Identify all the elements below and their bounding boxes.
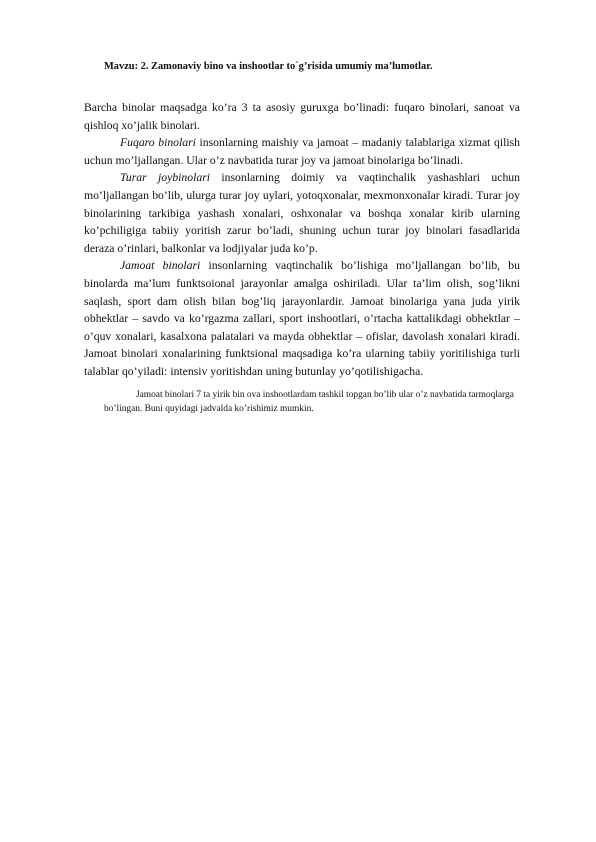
term-jamoat-binolari: Jamoat binolari	[120, 259, 201, 273]
paragraph-turar-joy-binolari	[84, 169, 520, 257]
paragraph-jamoat-text: insonlarning vaqtinchalik bo’lishiga mo’ljallangan bo’lib, bu binolarda ma’lum funktsoional jarayonlar amalga oshiriladi. Ular ta’lim olish, sog’likni saqlash, sport dam olish bilan bog’liq jarayonlardir. Jamoat binolariga yana juda yirik obhektlar – savdo va ko’rgazma zallari, sport inshootlari, o’rtacha kattalikdagi obhektlar – o’quv xonalari, kasalxona palatalari va mayda obhektlar – ofislar, davolash xonalari kiradi. Jamoat binolari xonalarining funktsional maqsadiga ko’ra ularning tabiiy yoritilishiga turli talablar qo’yiladi: intensiv yoritishdan uning butunlay yo’qotilishigacha.	[84, 259, 520, 378]
paragraph-turar-joy-text: insonlarning doimiy va vaqtinchalik yashashlari uchun mo’ljallangan bo’lib, ulurga turar joy uylari, yotoqxonalar, mexmonxonalar kiradi. Turar joy binolarining tarkibiga yashash xonalari, oshxonalar va boshqa xonalar kirib ularning ko’pchiligiga tabiiy yoritish zarur bo’ladi, shuning uchun turar joy binolari fasadlarida deraza o’rinlari, balkonlar va lodjiyalar juda ko’p.	[84, 171, 520, 255]
paragraph-fuqaro-binolari	[84, 134, 520, 169]
paragraph-intro	[84, 99, 520, 134]
body-text	[84, 99, 520, 381]
document-title: Mavzu: 2. Zamonaviy bino va inshootlar to`g’risida umumiy ma’lumotlar.	[104, 61, 433, 72]
term-fuqaro-binolari: Fuqaro binolari	[120, 136, 196, 150]
paragraph-intro-text: Barcha binolar maqsadga ko’ra 3 ta asosiy guruxga bo’linadi: fuqaro binolari, sanoat va qishloq xo’jalik binolari.	[84, 101, 520, 132]
note-paragraph: Jamoat binolari 7 ta yirik bin ova inshootlardam tashkil topgan bo’lib ular o’z navbatida tarmoqlarga bo’lingan. Buni quyidagi jadvalda ko’rishimiz mumkin.	[104, 390, 514, 414]
term-turar-joy-binolari: Turar joybinolari	[120, 171, 210, 185]
paragraph-jamoat-binolari	[84, 257, 520, 380]
paragraph-fuqaro-text: insonlarning maishiy va jamoat – madaniy talablariga xizmat qilish uchun mo’ljallangan. Ular o’z navbatida turar joy va jamoat binolariga bo’linadi.	[84, 136, 520, 167]
